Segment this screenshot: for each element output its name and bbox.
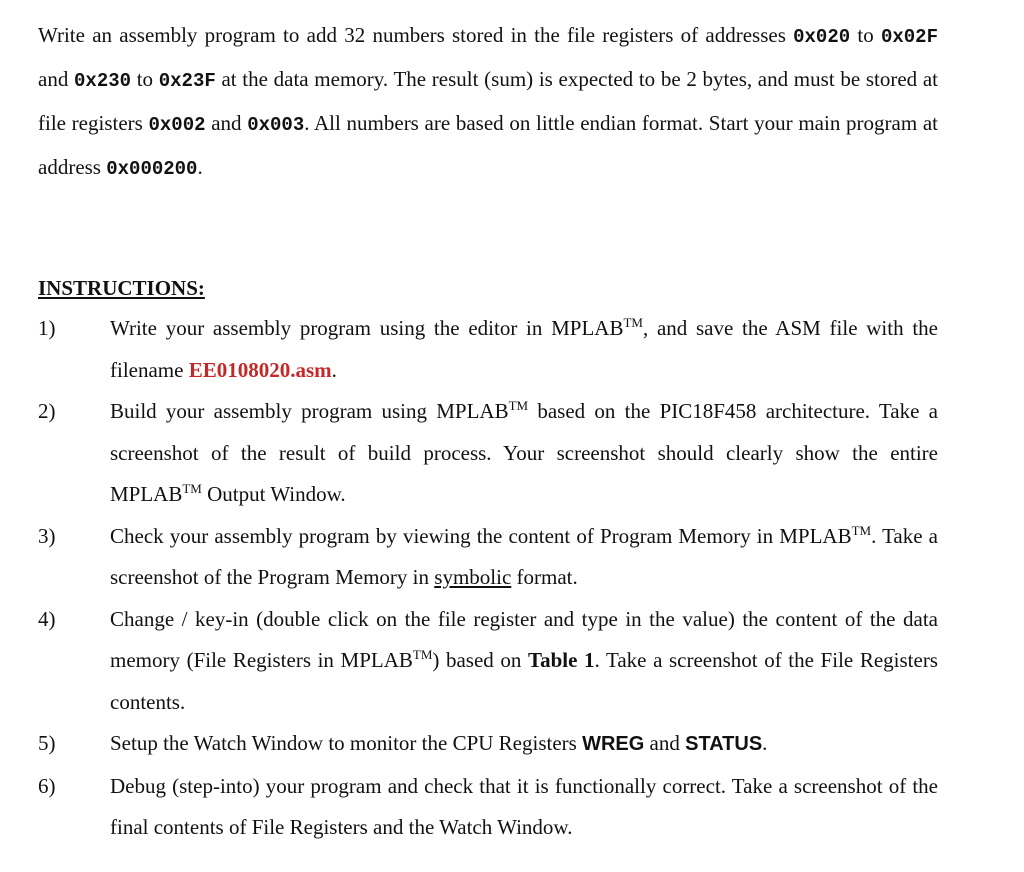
intro-text: to <box>850 23 881 47</box>
instruction-item-4 <box>38 599 938 724</box>
intro-text: Write an assembly program to add 32 numbers stored in the file registers of addresses <box>38 23 794 47</box>
trademark-superscript: TM <box>412 647 433 662</box>
address-0x230: 0x230 <box>74 70 132 92</box>
item-text-part: Write your assembly program using the editor in MPLAB <box>110 316 624 340</box>
item-text-part: , and save the ASM file with the filename <box>110 316 938 382</box>
item-text <box>110 308 938 391</box>
item-text-part: Output Window. <box>201 482 346 506</box>
item-text-part: . <box>331 357 337 382</box>
item-number: 4) <box>38 606 56 631</box>
item-text-part: . <box>762 731 768 755</box>
trademark-superscript: TM <box>182 481 202 496</box>
item-text-part: and <box>644 731 686 755</box>
intro-text: at the data memory. The result (sum) is expected to be 2 bytes, and must be stored at file registers <box>38 67 939 135</box>
instruction-item-3 <box>38 516 938 599</box>
intro-text: and <box>205 111 248 135</box>
item-text-part: Change / key-in (double click on the file register and type in the value) the content of the data memory (File Registers in MPLAB <box>110 606 938 672</box>
item-text-part: Check your assembly program by viewing the content of Program Memory in MPLAB <box>110 523 852 548</box>
trademark-superscript: TM <box>508 398 529 413</box>
item-text <box>110 516 938 599</box>
instruction-item-1 <box>38 308 938 391</box>
item-text <box>110 723 938 766</box>
intro-text: . <box>197 155 203 179</box>
trademark-superscript: TM <box>623 315 643 330</box>
item-text: Debug (step-into) your program and check that it is functionally correct. Take a screenshot of the final contents of File Registers and the Watch Window. <box>110 773 938 839</box>
item-number: 2) <box>38 399 56 423</box>
instruction-item-5 <box>38 723 938 766</box>
item-number: 3) <box>38 523 56 548</box>
address-0x002: 0x002 <box>148 114 206 136</box>
address-0x020: 0x020 <box>793 26 851 48</box>
intro-text: and <box>38 67 75 91</box>
instruction-item-6 <box>38 766 938 849</box>
instructions-heading: INSTRUCTIONS: <box>38 276 205 300</box>
instructions-list <box>38 308 938 849</box>
item-number: 6) <box>38 773 56 798</box>
address-0x000200: 0x000200 <box>106 158 198 180</box>
address-0x003: 0x003 <box>247 114 305 136</box>
trademark-superscript: TM <box>851 522 872 538</box>
item-number: 5) <box>38 731 56 755</box>
intro-text: to <box>131 67 159 91</box>
filename-highlight: EE0108020.asm <box>188 357 332 382</box>
item-text <box>110 599 938 724</box>
instruction-item-2 <box>38 391 938 516</box>
item-text-part: format. <box>511 565 578 589</box>
item-text-part: . Take a screenshot of the Program Memory in <box>110 523 938 589</box>
item-text-part: Build your assembly program using MPLAB <box>110 399 509 423</box>
item-number: 1) <box>38 316 56 340</box>
register-status: STATUS <box>685 733 763 755</box>
item-text-part: based on the PIC18F458 architecture. Take a screenshot of the result of build process. Your screenshot should clearly show the entire MPLAB <box>110 399 938 506</box>
item-text-part: Setup the Watch Window to monitor the CPU Registers <box>110 731 583 755</box>
address-0x23F: 0x23F <box>158 70 216 92</box>
symbolic-underlined: symbolic <box>434 565 512 589</box>
intro-paragraph <box>38 14 938 190</box>
item-text-part: . Take a screenshot of the File Registers contents. <box>110 648 938 714</box>
item-text <box>110 391 938 516</box>
table-reference: Table 1 <box>527 648 595 672</box>
address-0x02F: 0x02F <box>880 26 938 48</box>
register-wreg: WREG <box>582 733 645 755</box>
intro-text: . All numbers are based on little endian format. Start your main program at address <box>38 111 938 179</box>
item-text-part: ) based on <box>432 648 528 672</box>
